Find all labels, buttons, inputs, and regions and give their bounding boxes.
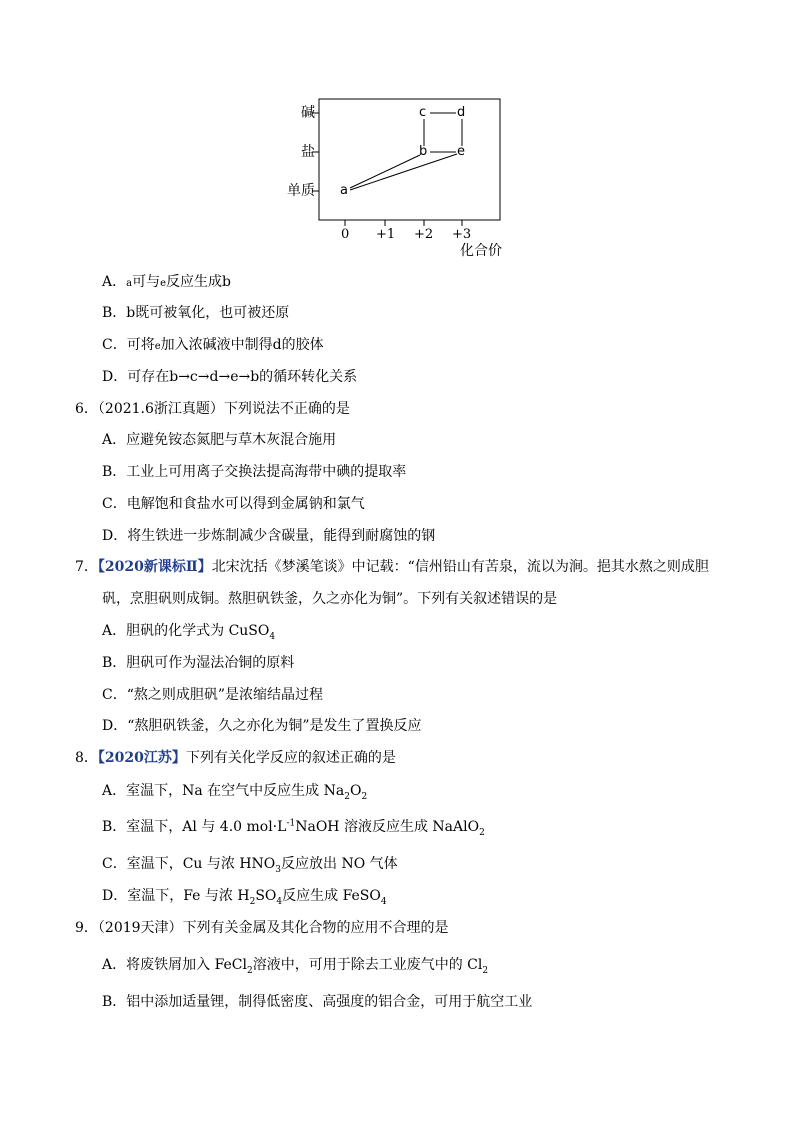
q6-option-b: B．工业上可用离子交换法提高海带中碘的提取率 [102,464,407,480]
line-a-b [350,155,420,188]
q9-stem: 9．（2019天津）下列有关金属及其化合物的应用不合理的是 [75,920,449,936]
x-label-0: 0 [341,227,350,242]
q8-option-c: C．室温下，Cu 与浓 $HNO_3$反应放出 NO 气体 [102,856,398,875]
q6-option-c: C．电解饱和食盐水可以得到金属钠和氯气 [102,496,365,512]
diagram-axes [280,92,520,267]
q7-option-a: A．胆矾的化学式为 CuSO$_4$ [102,623,276,642]
q5-option-c: C．可将e加入浓碱液中制得d的胶体 [102,337,324,353]
q9-option-a: A．将废铁屑加入 FeCl$_2$溶液中，可用于除去工业废气中的 $Cl_2$ [102,957,489,976]
y-label-base: 碱 [301,105,315,121]
q7-option-b: B．胆矾可作为湿法冶铜的原料 [102,655,295,671]
q5-option-a: A．a可与e反应生成b [102,274,231,290]
q6-option-a: A．应避免铵态氮肥与草木灰混合施用 [102,432,337,448]
q7-stem-line2: 矾，烹胆矾则成铜。熬胆矾铁釜，久之亦化为铜”。下列有关叙述错误的是 [102,591,558,607]
x-label-1: +1 [376,227,396,242]
point-e: e [457,144,465,159]
point-a: a [340,183,348,198]
x-label-2: +2 [414,227,434,242]
q8-option-d: D．室温下，Fe 与浓 $H_2SO_4$反应生成 FeSO$_4$ [102,888,387,907]
q5-option-d: D．可存在b→c→d→e→b的循环转化关系 [102,369,358,385]
q7-option-d: D．“熬胆矾铁釜，久之亦化为铜”是发生了置换反应 [102,718,422,734]
q6-stem: 6．（2021.6浙江真题）下列说法不正确的是 [75,401,350,417]
q8-option-a: A．室温下，Na 在空气中反应生成 $Na_2O_2$ [102,783,368,802]
q6-option-d: D．将生铁进一步炼制减少含碳量，能得到耐腐蚀的钢 [102,528,436,544]
line-a-e [350,154,457,190]
q7-source: 【2020新课标Ⅱ】 [97,559,212,575]
q8-stem: 8．【2020江苏】下列有关化学反应的叙述正确的是 [75,750,396,766]
valence-diagram [280,92,520,267]
x-label-3: +3 [452,227,472,242]
q8-source: 【2020江苏】 [97,750,186,766]
q7-stem: 7．【2020新课标Ⅱ】北宋沈括《梦溪笔谈》中记载：“信州铅山有苦泉，流以为涧。挹其水熬之则成胆 [75,559,709,575]
y-label-element: 单质 [287,183,315,199]
x-axis-title: 化合价 [460,243,502,259]
y-label-salt: 盐 [301,144,315,160]
point-b: b [419,144,428,159]
point-d: d [457,105,466,120]
q5-option-b: B．b既可被氧化，也可被还原 [102,305,290,321]
point-c: c [419,105,427,120]
q7-option-c: C．“熬之则成胆矾”是浓缩结晶过程 [102,687,324,703]
q9-option-b: B．铝中添加适量锂，制得低密度、高强度的铝合金，可用于航空工业 [102,994,533,1010]
q8-option-b: B．室温下，Al 与 4.0 $mol\cdot L^{-1}NaOH$ 溶液反应生成 NaAlO$_2$ [102,818,485,838]
